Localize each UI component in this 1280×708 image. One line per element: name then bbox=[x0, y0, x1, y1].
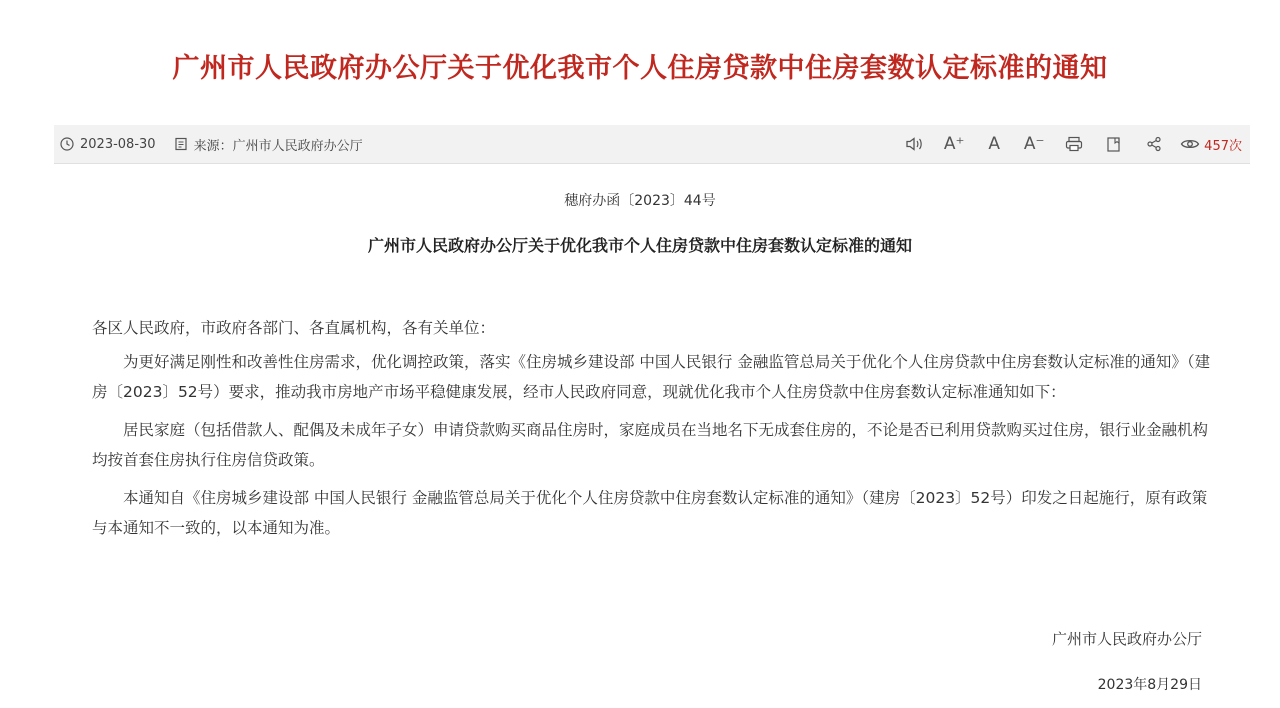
speaker-icon bbox=[905, 136, 923, 152]
share-button[interactable] bbox=[1134, 125, 1174, 163]
publish-date-text: 2023-08-30 bbox=[80, 136, 156, 152]
source-text: 来源：广州市人民政府办公厅 bbox=[193, 138, 363, 154]
salutation: 各区人民政府，市政府各部门、各直属机构，各有关单位： bbox=[92, 319, 496, 337]
reading-tools bbox=[894, 125, 1242, 163]
read-aloud-button[interactable] bbox=[894, 125, 934, 163]
share-icon bbox=[1146, 136, 1162, 152]
font-smaller-button[interactable]: A⁻ bbox=[1023, 134, 1045, 154]
font-larger-button[interactable]: A⁺ bbox=[943, 134, 965, 154]
eye-icon bbox=[1180, 137, 1200, 151]
publish-date bbox=[60, 137, 156, 152]
signer: 广州市人民政府办公厅 bbox=[1051, 630, 1202, 648]
document-body bbox=[92, 313, 1214, 551]
view-count-text: 457次 bbox=[1204, 138, 1242, 154]
page-title: 广州市人民政府办公厅关于优化我市个人住房贷款中住房套数认定标准的通知 bbox=[172, 53, 1108, 84]
document-number: 穗府办函〔2023〕44号 bbox=[564, 193, 716, 209]
body-paragraph: 居民家庭（包括借款人、配偶及未成年子女）申请贷款购买商品住房时，家庭成员在当地名下无成套住房的，不论是否已利用贷款购买过住房，银行业金融机构均按首套住房执行住房信贷政策。 bbox=[92, 421, 1209, 469]
view-count bbox=[1180, 135, 1242, 154]
clock-icon bbox=[60, 137, 74, 151]
favorite-button[interactable] bbox=[1094, 125, 1134, 163]
document-title: 广州市人民政府办公厅关于优化我市个人住房贷款中住房套数认定标准的通知 bbox=[367, 236, 912, 255]
source-info bbox=[174, 135, 363, 154]
document-icon bbox=[174, 137, 188, 151]
body-paragraph: 本通知自《住房城乡建设部 中国人民银行 金融监管总局关于优化个人住房贷款中住房套数认定标准的通知》（建房〔2023〕52号）印发之日起施行，原有政策与本通知不一致的，以本通知为准。 bbox=[92, 489, 1208, 537]
print-button[interactable] bbox=[1054, 125, 1094, 163]
meta-info bbox=[60, 125, 363, 163]
bookmark-icon bbox=[1106, 136, 1122, 153]
body-paragraph: 为更好满足刚性和改善性住房需求，优化调控政策，落实《住房城乡建设部 中国人民银行 金融监管总局关于优化个人住房贷款中住房套数认定标准的通知》（建房〔2023〕52号）要求，推动我市房地产市场平稳健康发展，经市人民政府同意，现就优化我市个人住房贷款中住房套数认定标准通知如下： bbox=[92, 353, 1211, 401]
printer-icon bbox=[1065, 136, 1083, 152]
sign-date: 2023年8月29日 bbox=[1097, 677, 1202, 693]
meta-toolbar bbox=[54, 125, 1250, 164]
font-normal-button[interactable]: A bbox=[988, 134, 1000, 154]
